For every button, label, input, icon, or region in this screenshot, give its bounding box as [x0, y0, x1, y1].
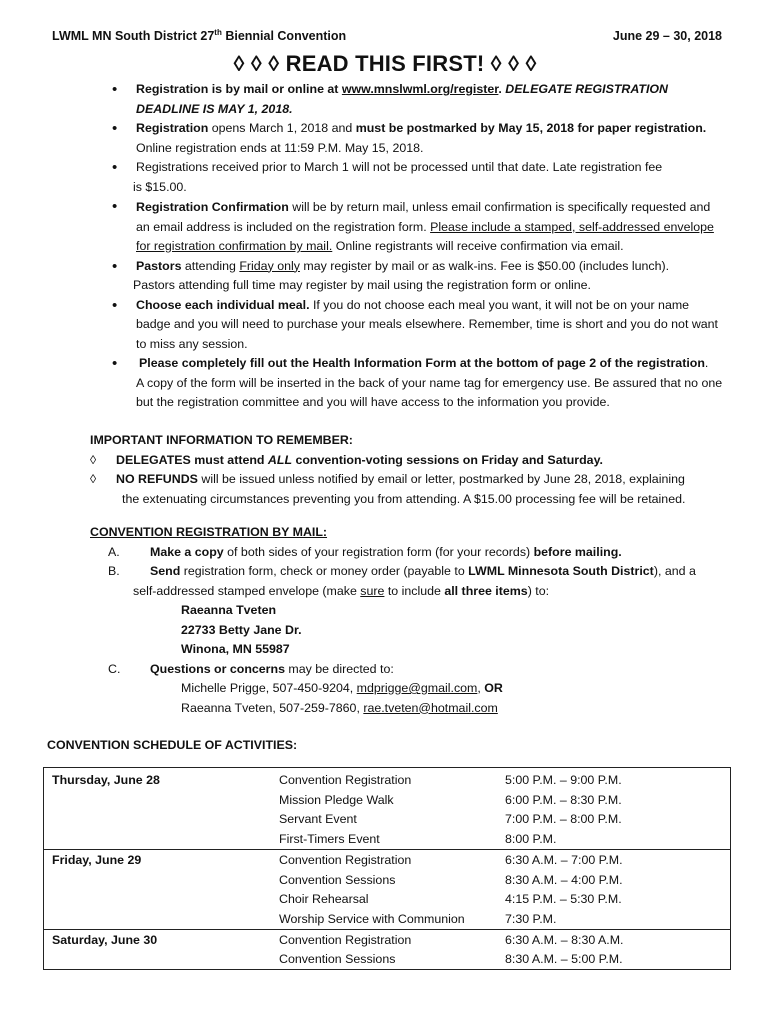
- table-row: [44, 929, 731, 949]
- schedule-time: 6:30 A.M. – 8:30 A.M.: [497, 929, 731, 949]
- list-item: • Choose each individual meal. If you do not choose each meal you want, it will not be on your name badge and you will need to purchase your meals elsewhere. Remember, time is short and you do not want to miss any session.: [0, 296, 770, 355]
- important-heading: IMPORTANT INFORMATION TO REMEMBER:: [90, 433, 353, 447]
- table-row: [44, 849, 731, 869]
- contact-michelle: Michelle Prigge, 507-450-9204, mdprigge@gmail.com, OR: [181, 681, 503, 695]
- schedule-day: Saturday, June 30: [44, 929, 272, 949]
- schedule-time: 7:30 P.M.: [497, 909, 731, 929]
- list-item: • Registration Confirmation will be by return mail, unless email confirmation is specifically requested and an email address is included on the registration form. Please include a stamped, self-addressed envelope for registration confirmation by mail. Online registrants will receive confirmation via email.: [0, 197, 770, 257]
- table-row: [44, 889, 731, 909]
- page-title: ◊ ◊ ◊ READ THIS FIRST! ◊ ◊ ◊: [233, 51, 537, 76]
- list-item: • Pastors attending Friday only may register by mail or as walk-ins. Fee is $50.00 (includes lunch). Pastors attending full time may register by mail using the registration form or online.: [0, 257, 770, 296]
- table-row: [44, 790, 731, 810]
- schedule-event: Choir Rehearsal: [279, 892, 369, 907]
- mail-step-b-line2: self-addressed stamped envelope (make sure to include all three items) to:: [133, 583, 550, 598]
- schedule-event: Mission Pledge Walk: [279, 792, 394, 807]
- schedule-time: 7:00 P.M. – 8:00 P.M.: [497, 809, 731, 829]
- list-item: • Registration is by mail or online at www.mnslwml.org/register. DELEGATE REGISTRATION DEADLINE IS MAY 1, 2018.: [0, 80, 770, 119]
- mail-registration-section: [90, 523, 726, 718]
- list-item: • Registrations received prior to March 1 will not be processed until that date. Late registration fee is $15.00.: [0, 158, 770, 197]
- page-header: [52, 27, 722, 47]
- register-link[interactable]: www.mnslwml.org/register: [341, 82, 499, 96]
- schedule-time: 5:00 P.M. – 9:00 P.M.: [497, 768, 731, 790]
- schedule-time: 6:30 A.M. – 7:00 P.M.: [497, 849, 731, 869]
- email-link-michelle[interactable]: mdprigge@gmail.com: [356, 681, 478, 695]
- schedule-event: Convention Registration: [271, 929, 497, 949]
- mail-step-b: B. Send registration form, check or money order (payable to LWML Minnesota South District), and a: [108, 564, 696, 578]
- table-row: [44, 870, 731, 890]
- important-item: ◊ NO REFUNDS will be issued unless notified by email or letter, postmarked by June 28, 2018, explaining: [90, 470, 726, 490]
- table-row: [44, 949, 731, 969]
- schedule-time: 8:30 A.M. – 4:00 P.M.: [497, 870, 731, 890]
- important-item: ◊ DELEGATES must attend ALL convention-voting sessions on Friday and Saturday.: [90, 451, 726, 471]
- schedule-event: Convention Sessions: [279, 872, 396, 887]
- schedule-day: Friday, June 29: [44, 849, 272, 869]
- mail-step-a: A. Make a copy of both sides of your registration form (for your records) before mailing.: [108, 544, 622, 559]
- table-row: [44, 829, 731, 849]
- diamond-icon: ◊: [90, 472, 97, 486]
- schedule-event: Convention Registration: [271, 849, 497, 869]
- schedule-event: Worship Service with Communion: [279, 911, 465, 926]
- schedule-table: [43, 767, 731, 970]
- mail-heading: CONVENTION REGISTRATION BY MAIL:: [90, 525, 328, 539]
- list-item: • Please completely fill out the Health Information Form at the bottom of page 2 of the registration. A copy of the form will be inserted in the back of your name tag for emergency use. Be assured that no one but the registration committee and you will have access to the information you provide.: [0, 354, 770, 413]
- schedule-event: Servant Event: [279, 812, 357, 827]
- important-info-section: IMPORTANT INFORMATION TO REMEMBER: ◊ DELEGATES must attend ALL convention-voting sessions on Friday and Saturday. ◊ NO REFUNDS will be issued unless notified by email or letter, postmarked by June 28, 2018, explaining the extenuating circumstances preventing you from attending. A $15.00 processing fee will be retained.: [90, 431, 726, 509]
- table-row: [44, 909, 731, 929]
- schedule-event: Convention Registration: [271, 768, 497, 790]
- table-row: [44, 809, 731, 829]
- mailing-address: Raeanna Tveten 22733 Betty Jane Dr. Winona, MN 55987: [181, 603, 302, 656]
- schedule-time: 6:00 P.M. – 8:30 P.M.: [497, 790, 731, 810]
- schedule-heading: CONVENTION SCHEDULE OF ACTIVITIES:: [47, 738, 298, 752]
- header-dates: June 29 – 30, 2018: [612, 29, 722, 43]
- mail-step-c: C. Questions or concerns may be directed to:: [108, 661, 394, 676]
- schedule-time: 8:00 P.M.: [497, 829, 731, 849]
- list-item: • Registration opens March 1, 2018 and must be postmarked by May 15, 2018 for paper registration. Online registration ends at 11:59 P.M. May 15, 2018.: [0, 119, 770, 158]
- contact-raeanna: Raeanna Tveten, 507-259-7860, rae.tveten@hotmail.com: [181, 700, 498, 715]
- header-convention-title: LWML MN South District 27th Biennial Convention: [52, 28, 347, 43]
- instructions-list: [0, 80, 770, 413]
- schedule-time: 8:30 A.M. – 5:00 P.M.: [497, 949, 731, 969]
- table-row: [44, 768, 731, 790]
- schedule-time: 4:15 P.M. – 5:30 P.M.: [497, 889, 731, 909]
- email-link-raeanna[interactable]: rae.tveten@hotmail.com: [363, 700, 498, 715]
- schedule-event: Convention Sessions: [271, 949, 497, 969]
- diamond-icon: ◊: [90, 452, 97, 467]
- schedule-day: Thursday, June 28: [44, 768, 272, 790]
- schedule-event: First-Timers Event: [279, 832, 380, 847]
